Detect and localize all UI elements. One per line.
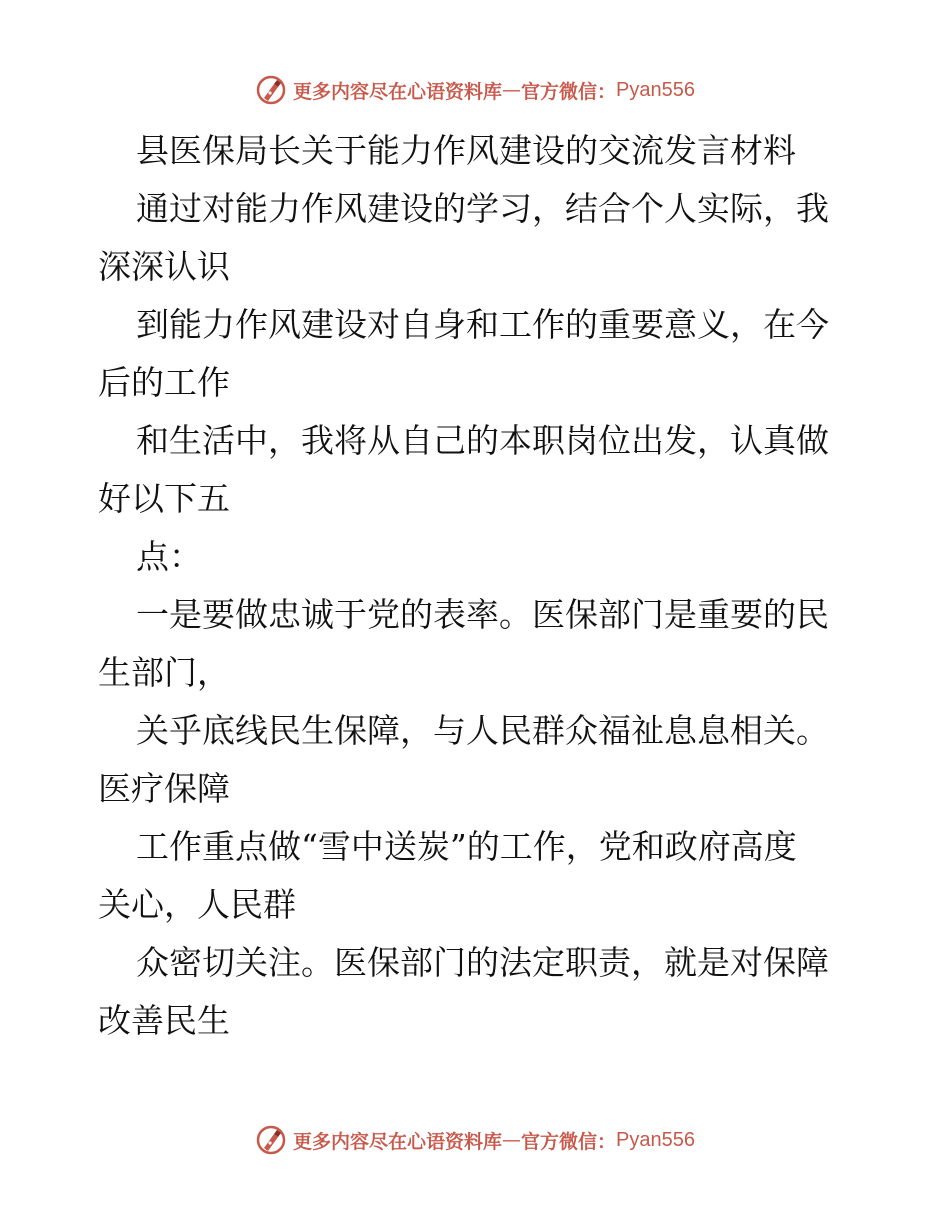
banner-separator: —	[502, 1129, 522, 1151]
body-line: 众密切关注。医保部门的法定职责，就是对保障	[136, 943, 829, 982]
body-line: 关乎底线民生保障，与人民群众福祉息息相关。	[136, 711, 829, 750]
body-line: 通过对能力作风建设的学习，结合个人实际，我	[136, 189, 829, 228]
body-line: 和生活中，我将从自己的本职岗位出发，认真做	[136, 421, 829, 460]
body-line: 一是要做忠诚于党的表率。医保部门是重要的民	[136, 595, 829, 634]
body-line: 关心，人民群	[98, 885, 296, 924]
body-line: 深深认识	[98, 247, 230, 286]
body-line: 改善民生	[98, 1001, 230, 1040]
footer-banner	[0, 1120, 950, 1160]
body-line: 工作重点做“雪中送炭”的工作，党和政府高度	[136, 827, 797, 866]
banner-wechat-id: Pyan556	[616, 78, 695, 101]
header-banner	[0, 70, 950, 110]
banner-wechat-label: 官方微信：	[521, 80, 617, 103]
body-line: 点：	[136, 537, 202, 576]
body-line: 好以下五	[98, 479, 230, 518]
document-title: 县医保局长关于能力作风建设的交流发言材料	[136, 131, 796, 170]
body-line: 后的工作	[98, 363, 230, 402]
body-line: 医疗保障	[98, 769, 230, 808]
body-line: 生部门，	[98, 653, 230, 692]
banner-wechat-id: Pyan556	[616, 1128, 695, 1151]
document-body	[98, 122, 858, 1050]
banner-site-text: 更多内容尽在心语资料库	[293, 1130, 503, 1153]
banner-wechat-label: 官方微信：	[521, 1130, 617, 1153]
banner-site-text: 更多内容尽在心语资料库	[293, 80, 503, 103]
pen-nib-logo-icon	[255, 74, 287, 106]
body-line: 到能力作风建设对自身和工作的重要意义，在今	[136, 305, 829, 344]
pen-nib-logo-icon	[255, 1124, 287, 1156]
banner-separator: —	[502, 79, 522, 101]
